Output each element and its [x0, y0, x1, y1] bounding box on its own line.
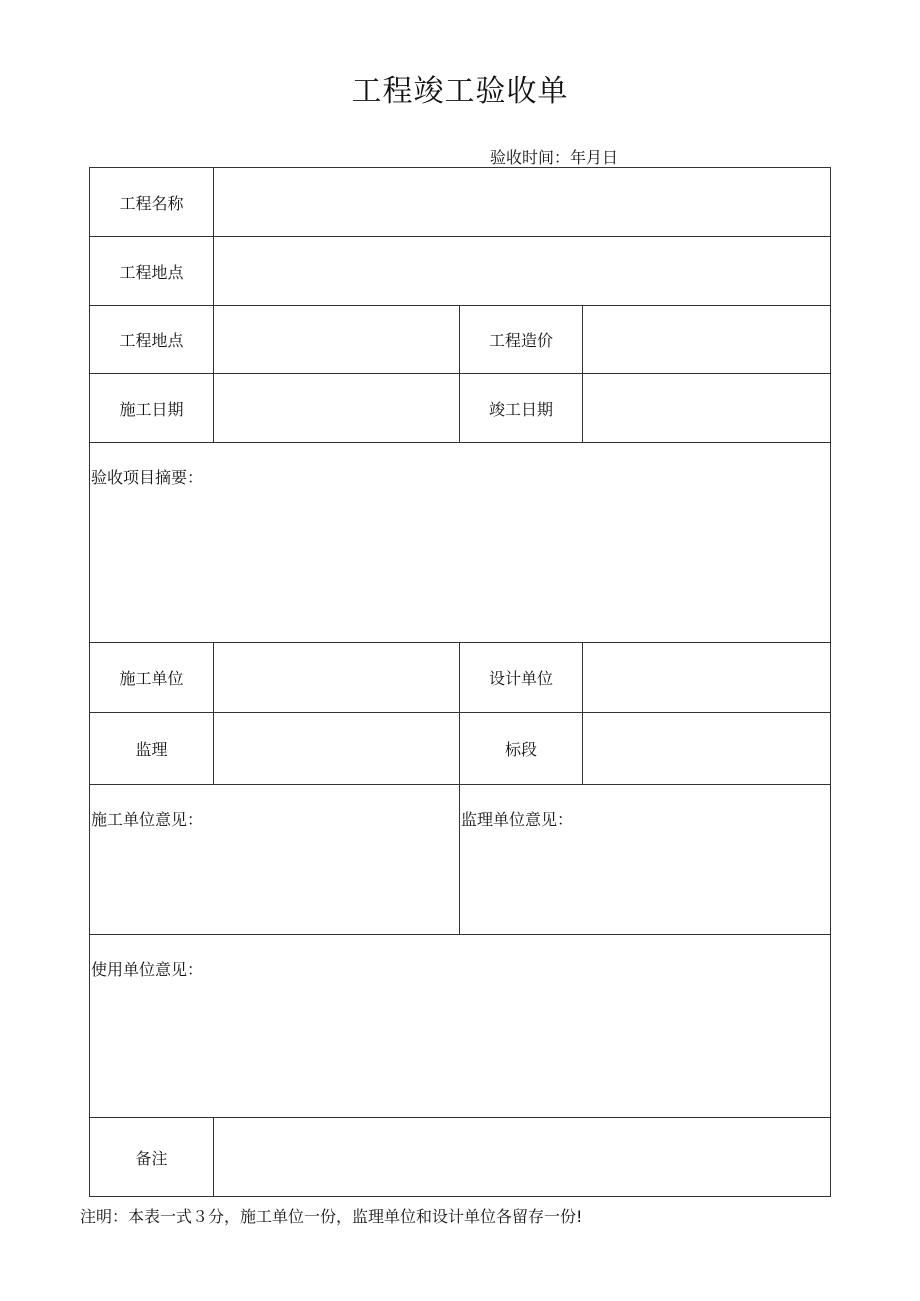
row-remarks: [90, 1118, 831, 1197]
user-opinion-area[interactable]: [90, 935, 831, 1118]
form-title: 工程竣工验收单: [351, 74, 569, 109]
row-units: [90, 643, 831, 713]
project-cost-field[interactable]: [583, 306, 831, 374]
project-location-label-2: 工程地点: [90, 306, 214, 374]
start-date-field[interactable]: [214, 374, 460, 443]
row-opinions: [90, 785, 831, 935]
supervision-opinion-area[interactable]: [460, 785, 831, 935]
construction-opinion-label: 施工单位意见：: [91, 810, 204, 829]
project-location-label: 工程地点: [90, 237, 214, 306]
acceptance-form-table: [89, 167, 831, 1197]
row-project-name: [90, 168, 831, 237]
row-location-cost: [90, 306, 831, 374]
design-unit-field[interactable]: [583, 643, 831, 713]
summary-area[interactable]: [90, 443, 831, 643]
project-location-field-2[interactable]: [214, 306, 460, 374]
design-unit-label: 设计单位: [460, 643, 583, 713]
row-supervision-section: [90, 713, 831, 785]
row-summary: [90, 443, 831, 643]
supervision-field[interactable]: [214, 713, 460, 785]
row-user-opinion: [90, 935, 831, 1118]
remarks-field[interactable]: [214, 1118, 831, 1197]
completion-date-field[interactable]: [583, 374, 831, 443]
start-date-label: 施工日期: [90, 374, 214, 443]
row-dates: [90, 374, 831, 443]
construction-unit-label: 施工单位: [90, 643, 214, 713]
acceptance-date-label: 验收时间：年月日: [490, 148, 619, 167]
section-field[interactable]: [583, 713, 831, 785]
supervision-label: 监理: [90, 713, 214, 785]
construction-opinion-area[interactable]: [90, 785, 460, 935]
construction-unit-field[interactable]: [214, 643, 460, 713]
summary-label: 验收项目摘要：: [91, 468, 204, 487]
user-opinion-label: 使用单位意见：: [91, 960, 204, 979]
completion-date-label: 竣工日期: [460, 374, 583, 443]
project-location-field[interactable]: [214, 237, 831, 306]
remarks-label: 备注: [90, 1118, 214, 1197]
supervision-opinion-label: 监理单位意见：: [461, 810, 574, 829]
footer-note: 注明：本表一式３分，施工单位一份，监理单位和设计单位各留存一份!: [80, 1207, 583, 1226]
project-name-label: 工程名称: [90, 168, 214, 237]
section-label: 标段: [460, 713, 583, 785]
project-cost-label: 工程造价: [460, 306, 583, 374]
row-project-location: [90, 237, 831, 306]
project-name-field[interactable]: [214, 168, 831, 237]
